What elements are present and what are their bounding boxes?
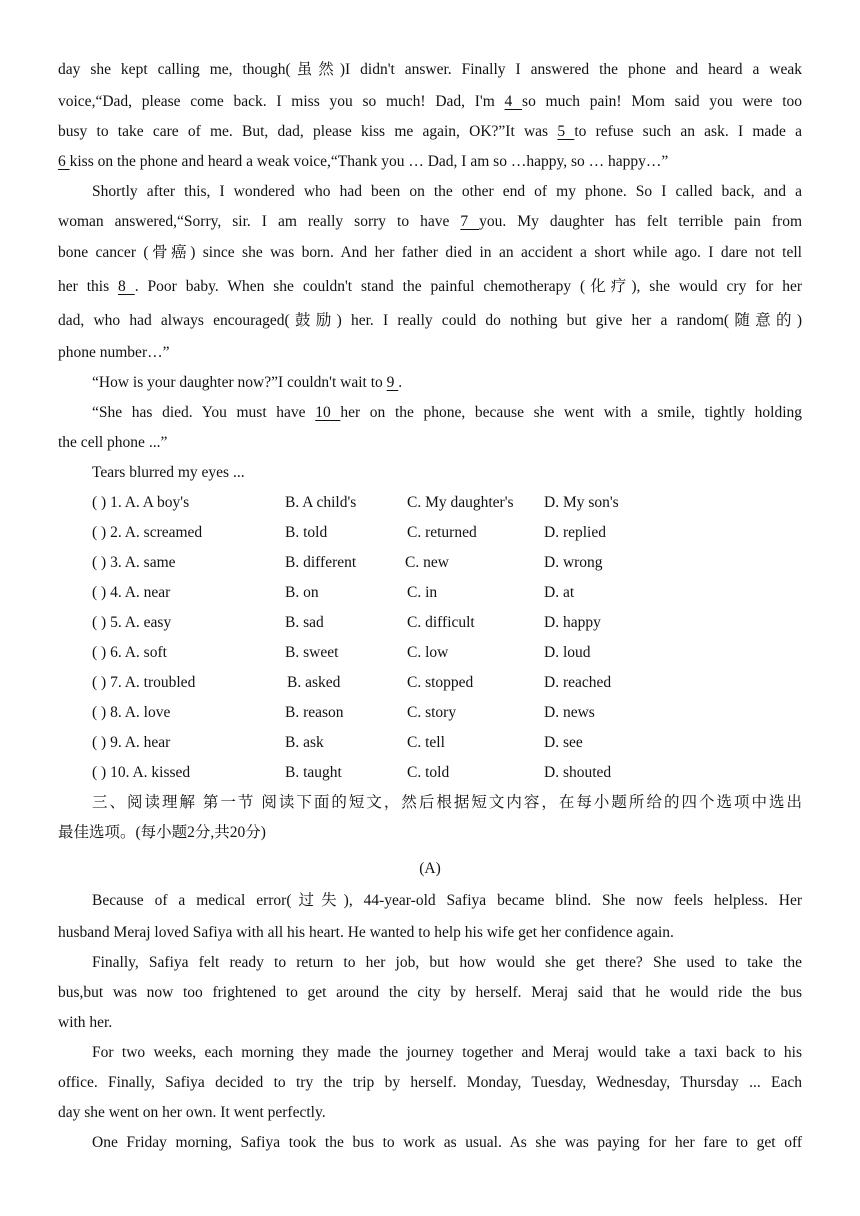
question-row [92,732,802,754]
passage-line-4: 6 kiss on the phone and heard a weak voice,“Thank you … Dad, I am so …happy, so … happy…” [58,153,669,170]
passage-line-13: the cell phone ...” [58,434,168,451]
option-b: B. taught [285,764,342,781]
option-c: C. My daughter's [407,494,514,511]
question-stem: ( ) 7. A. troubled [92,674,196,691]
option-b: B. on [285,584,319,601]
question-row [92,612,802,634]
question-stem: ( ) 9. A. hear [92,734,171,751]
question-row [92,582,802,604]
option-b: B. ask [285,734,324,751]
question-row [92,492,802,514]
option-c: C. in [407,584,438,601]
passage-line-5: Shortly after this, I wondered who had been on the other end of my phone. So I called back, and a [92,183,802,200]
passage-a-line: Finally, Safiya felt ready to return to her job, but how would she get there? She used to take the [92,954,802,971]
option-d: D. My son's [544,494,619,511]
option-c: C. tell [407,734,445,751]
option-d: D. at [544,584,575,601]
option-c: C. low [407,644,449,661]
option-b: B. asked [287,674,341,691]
section-instructions: 最佳选项。(每小题2分,共20分) [58,824,266,841]
passage-a-line: bus,but was now too frightened to get around the city by herself. Meraj said that he would ride the bus [58,984,802,1001]
blank-9: 9 [386,374,399,391]
question-stem: ( ) 6. A. soft [92,644,167,661]
option-b: B. different [285,554,357,571]
option-b: B. told [285,524,328,541]
option-c: C. stopped [407,674,474,691]
passage-line-10: phone number…” [58,344,170,361]
option-c: C. told [407,764,450,781]
passage-a-line: One Friday morning, Safiya took the bus to work as usual. As she was paying for her fare to get off [92,1134,802,1151]
blank-6: 6 [58,153,70,170]
section-title: 三、阅读理解 第一节 阅读下面的短文，然后根据短文内容，在每小题所给的四个选项中选出 [92,794,802,811]
question-stem: ( ) 2. A. screamed [92,524,203,541]
passage-line-3: busy to take care of me. But, dad, please kiss me again, OK?”It was 5 to refuse such an ask. I made a [58,123,803,140]
option-c: C. story [407,704,457,721]
passage-line-8: her this 8 . Poor baby. When she couldn't stand the painful chemotherapy (化疗), she would cry for her [58,278,803,295]
option-b: B. reason [285,704,344,721]
passage-heading: (A) [419,860,441,877]
passage-a-line: office. Finally, Safiya decided to try the trip by herself. Monday, Tuesday, Wednesday, Thursday ... Each [58,1074,802,1091]
blank-5: 5 [557,123,575,140]
option-b: B. sad [285,614,324,631]
passage-line-14: Tears blurred my eyes ... [92,464,245,481]
option-d: D. happy [544,614,601,631]
option-c: C. difficult [407,614,475,631]
blank-7: 7 [460,213,480,230]
option-d: D. news [544,704,595,721]
passage-line-6: woman answered,“Sorry, sir. I am really sorry to have 7 you. My daughter has felt terrible pain from [58,213,802,230]
question-stem: ( ) 8. A. love [92,704,171,721]
question-stem: ( ) 3. A. same [92,554,176,571]
question-row [92,672,802,694]
blank-4: 4 [504,93,523,110]
passage-line-12: “She has died. You must have 10 her on the phone, because she went with a smile, tightly holding [92,404,803,421]
blank-10: 10 [315,404,341,421]
option-d: D. shouted [544,764,612,781]
question-row [92,522,802,544]
question-stem: ( ) 1. A. A boy's [92,494,190,511]
passage-a-line: day she went on her own. It went perfectly. [58,1104,326,1121]
option-d: D. see [544,734,583,751]
passage-a-line: For two weeks, each morning they made the journey together and Meraj would take a taxi back to his [92,1044,802,1061]
question-row [92,702,802,724]
passage-a-line: husband Meraj loved Safiya with all his heart. He wanted to help his wife get her confidence again. [58,924,674,941]
passage-line-9: dad, who had always encouraged(鼓励) her. I really could do nothing but give her a random(随意的) [58,312,802,329]
question-row [92,642,802,664]
option-c: C. new [405,554,449,571]
passage-line-7: bone cancer (骨癌) since she was born. And her father died in an accident a short while ago. I dare not tell [58,244,802,261]
question-stem: ( ) 4. A. near [92,584,171,601]
option-d: D. loud [544,644,591,661]
passage-line-1: day she kept calling me, though(虽然)I didn't answer. Finally I answered the phone and heard a weak [58,61,802,78]
option-d: D. replied [544,524,606,541]
option-b: B. sweet [285,644,339,661]
question-row [92,552,802,574]
option-d: D. reached [544,674,612,691]
passage-a-line: with her. [58,1014,113,1031]
option-d: D. wrong [544,554,603,571]
passage-line-11: “How is your daughter now?”I couldn't wait to 9 . [92,374,403,391]
passage-line-2: voice,“Dad, please come back. I miss you so much! Dad, I'm 4 so much pain! Mom said you were too [58,93,803,110]
question-row [92,762,802,784]
blank-8: 8 [118,278,135,295]
option-c: C. returned [407,524,477,541]
passage-a-line: Because of a medical error(过失), 44-year-old Safiya became blind. She now feels helpless. Her [92,892,802,909]
question-stem: ( ) 5. A. easy [92,614,172,631]
option-b: B. A child's [285,494,357,511]
question-stem: ( ) 10. A. kissed [92,764,191,781]
